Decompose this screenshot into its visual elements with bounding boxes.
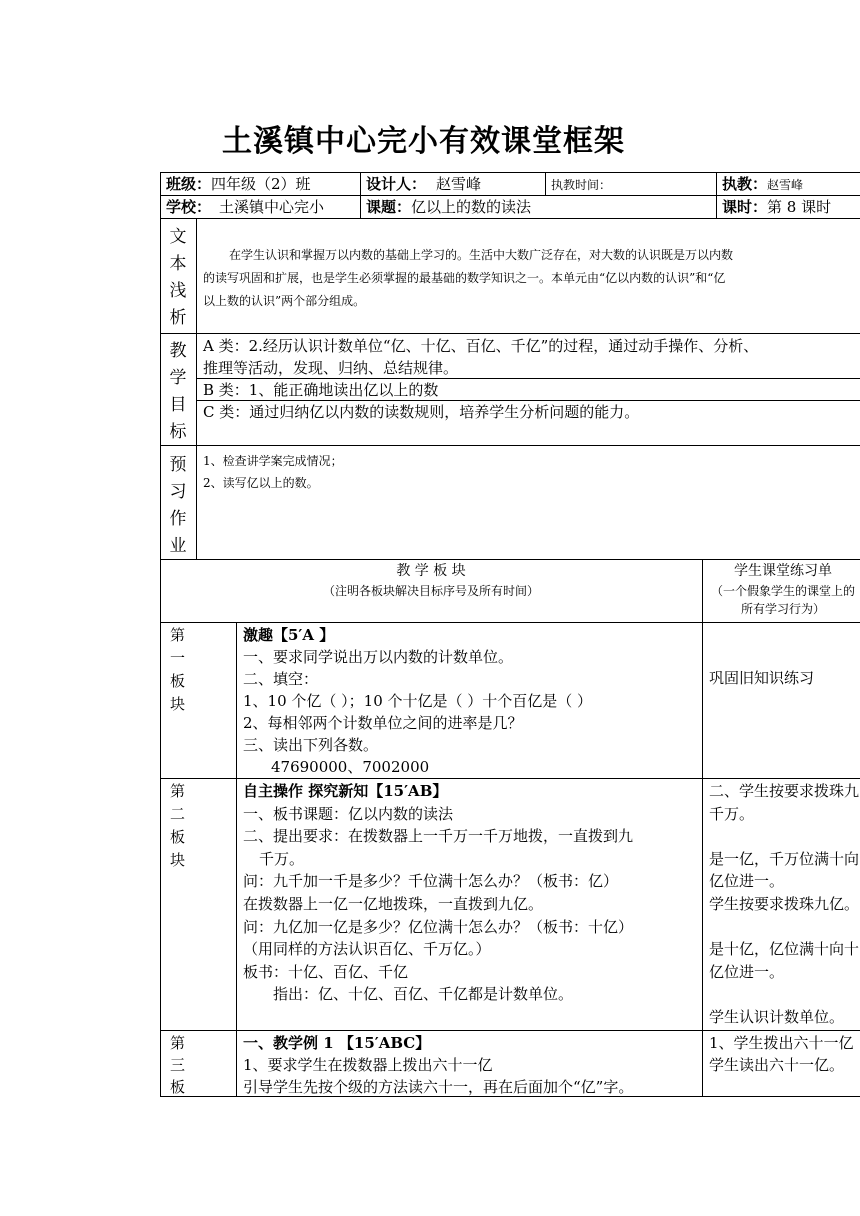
school-label: 学校： — [166, 198, 212, 216]
text-analysis-body: 在学生认识和掌握万以内数的基础上学习的。生活中大数广泛存在，对大数的认识既是万以内数 的读写巩固和扩展，也是学生必须掌握的最基础的数学知识之一。本单元由“亿以内数的认识”和“亿 以上数的认识”两个部分组成。 — [203, 248, 734, 308]
exec-time-label: 执教时间： — [551, 178, 612, 192]
block2-practice: 二、学生按要求拨珠九 千万。 是一亿，千万位满十向 亿位进一。 学生按要求拨珠九亿。 是十亿，亿位满十向十 亿位进一。 学生认识计数单位。 — [709, 782, 860, 1026]
period-value: 第 8 课时 — [767, 198, 832, 216]
block2-content: 自主操作 探究新知【15′AB】 一、板书课题：亿以内数的读法 二、提出要求：在拨数器上一千万一千万地拨，一直拨到九 千万。 问：九千加一千是多少？千位满十怎么办？（板书：亿） 在拨数器上一亿一亿地拨珠，一直拨到九亿。 问：九亿加一亿是多少？亿位满十怎么办？（板书：十亿） （用同样的方法认识百亿、千万亿。） 板书：十亿、百亿、千亿 指出：亿、十亿、百亿、千亿都是计数单位。 — [243, 782, 634, 1004]
period-label: 课时： — [722, 198, 768, 216]
goal-b: B 类：1、能正确地读出亿以上的数 — [203, 381, 439, 399]
block1-label: 第 一 板 块 — [170, 626, 186, 713]
block3-practice: 1、学生拨出六十一亿 学生读出六十一亿。 — [709, 1034, 854, 1074]
block2-label: 第 二 板 块 — [170, 782, 186, 869]
goal-a: A 类：2.经历认识计数单位“亿、十亿、百亿、千亿”的过程，通过动手操作、分析、 推理等活动，发现、归纳、总结规律。 — [203, 337, 759, 377]
teacher-value: 赵雪峰 — [767, 178, 804, 192]
class-value: 四年级（2）班 — [211, 175, 311, 193]
goal-c: C 类：通过归纳亿以内数的读数规则，培养学生分析问题的能力。 — [203, 403, 640, 421]
text-analysis-heading: 文 本 浅 析 — [169, 227, 187, 328]
preview-items: 1、检查讲学案完成情况； 2、读写亿以上的数。 — [203, 454, 343, 490]
block3-label: 第 三 板 — [170, 1034, 186, 1096]
designer-value: 赵雪峰 — [436, 175, 482, 193]
block1-practice: 巩固旧知识练习 — [709, 669, 815, 687]
school-value: 土溪镇中心完小 — [219, 198, 325, 216]
class-label: 班级： — [166, 175, 212, 193]
block3-content: 一、教学例 1 【15′ABC】 1、要求学生在拨数器上拨出六十一亿 引导学生先按个级的方法读六十一，再在后面加个“亿”字。 — [243, 1034, 634, 1096]
topic-value: 亿以上的数的读法 — [411, 198, 532, 216]
topic-label: 课题： — [366, 198, 412, 216]
page-title: 土溪镇中心完小有效课堂框架 — [222, 124, 625, 159]
board-header-right: 学生课堂练习单 （一个假象学生的课堂上的 所有学习行为） — [710, 563, 855, 616]
preview-heading: 预 习 作 业 — [169, 455, 187, 556]
designer-label: 设计人： — [366, 175, 427, 193]
teacher-label: 执教： — [722, 175, 768, 193]
goals-heading: 教 学 目 标 — [169, 341, 187, 442]
block1-content: 激趣【5′A 】 一、要求同学说出万以内数的计数单位。 二、填空： 1、10 个亿（ ）；10 个十亿是（ ）十个百亿是（ ） 2、每相邻两个计数单位之间的进率是几？ 三、读出下列各数。 47690000、7002000 — [243, 626, 593, 776]
board-header-left: 教 学 板 块 （注明各板块解决目标序号及所有时间） — [322, 563, 539, 598]
